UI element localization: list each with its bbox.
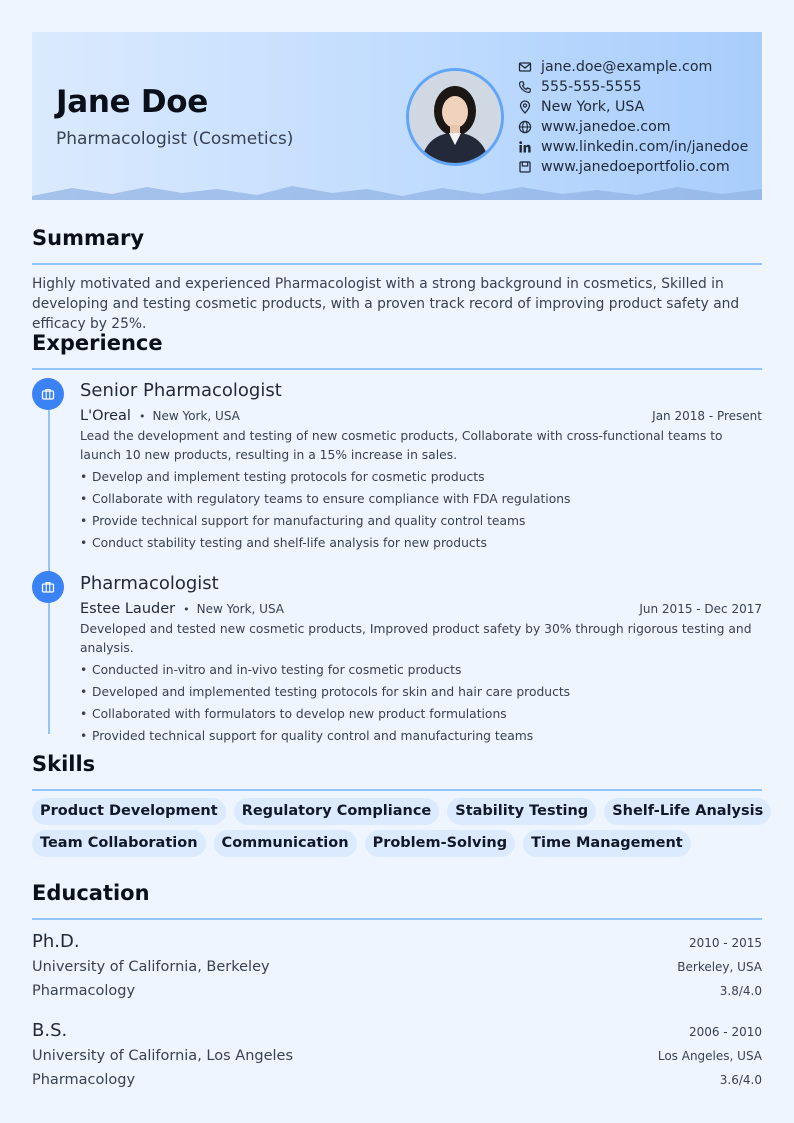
- contact-portfolio[interactable]: [518, 157, 748, 177]
- contact-list: [518, 57, 748, 177]
- job-bullets: [80, 659, 762, 747]
- summary-divider: [32, 263, 762, 265]
- job-entry: [80, 378, 762, 554]
- location-pin-icon: [518, 100, 532, 114]
- education-entry: [32, 929, 762, 1003]
- linkedin-icon: [518, 140, 532, 154]
- experience-divider: [32, 368, 762, 370]
- separator-dot: •: [138, 410, 146, 423]
- candidate-title: Pharmacologist (Cosmetics): [56, 129, 294, 149]
- job-dates: Jun 2015 - Dec 2017: [639, 602, 762, 616]
- mail-icon: [518, 60, 532, 74]
- education-dates: 2010 - 2015: [688, 936, 762, 950]
- degree: B.S.: [32, 1020, 68, 1041]
- job-title: Senior Pharmacologist: [80, 380, 282, 401]
- job-bullets: [80, 466, 762, 554]
- globe-icon: [518, 120, 532, 134]
- contact-website[interactable]: [518, 117, 748, 137]
- education-divider: [32, 918, 762, 920]
- summary-text: Highly motivated and experienced Pharmacologist with a strong background in cosmetics, Skilled in developing and testing cosmetic products, with a proven track record of improving product safety and efficacy by 25%.: [32, 276, 740, 332]
- skill-tag: Communication: [214, 830, 357, 857]
- job-bullet: • Conduct stability testing and shelf-life analysis for new products: [80, 532, 762, 554]
- skill-tag: Product Development: [32, 798, 226, 825]
- job-bullet: • Collaborate with regulatory teams to ensure compliance with FDA regulations: [80, 488, 762, 510]
- job-location: New York, USA: [152, 409, 240, 423]
- job-2-briefcase-badge: [32, 571, 64, 603]
- education-heading: Education: [32, 881, 150, 905]
- job-title: Pharmacologist: [80, 573, 219, 594]
- field-of-study: Pharmacology: [32, 1072, 136, 1088]
- experience-timeline: [48, 384, 50, 734]
- skills-divider: [32, 789, 762, 791]
- job-bullet: • Conducted in-vitro and in-vivo testing for cosmetic products: [80, 659, 762, 681]
- candidate-name: Jane Doe: [56, 84, 208, 120]
- phone-icon: [518, 80, 532, 94]
- job-description: Developed and tested new cosmetic products, Improved product safety by 30% through rigorous testing and analysis.: [80, 622, 752, 655]
- decorative-mountains: [32, 184, 762, 200]
- field-of-study: Pharmacology: [32, 983, 136, 999]
- job-1-briefcase-badge: [32, 378, 64, 410]
- education-dates: 2006 - 2010: [688, 1025, 762, 1039]
- job-bullet: • Developed and implemented testing protocols for skin and hair care products: [80, 681, 762, 703]
- school-location: Los Angeles, USA: [657, 1049, 762, 1063]
- skill-tag: Time Management: [523, 830, 691, 857]
- profile-photo: [406, 68, 504, 166]
- experience-heading: Experience: [32, 331, 163, 355]
- gpa: 3.8/4.0: [719, 984, 762, 998]
- location-text: New York, USA: [541, 99, 645, 115]
- skill-tag: Problem-Solving: [365, 830, 516, 857]
- email-text: jane.doe@example.com: [541, 59, 713, 75]
- job-bullet: • Provided technical support for quality control and manufacturing teams: [80, 725, 762, 747]
- skills-row: [32, 798, 762, 830]
- education-entry: [32, 1018, 762, 1092]
- skills-heading: Skills: [32, 752, 96, 776]
- skill-tag: Regulatory Compliance: [234, 798, 440, 825]
- skill-tag: Team Collaboration: [32, 830, 206, 857]
- separator-dot: •: [183, 603, 190, 616]
- job-description: Lead the development and testing of new cosmetic products, Collaborate with cross-functional teams to launch 10 new products, resulting in a 15% increase in sales.: [80, 429, 723, 462]
- job-location: New York, USA: [196, 602, 285, 616]
- contact-linkedin[interactable]: [518, 137, 748, 157]
- job-meta: [80, 597, 762, 619]
- briefcase-icon: [41, 580, 55, 594]
- contact-location: [518, 97, 748, 117]
- skill-tag: Stability Testing: [447, 798, 596, 825]
- job-bullet: • Provide technical support for manufacturing and quality control teams: [80, 510, 762, 532]
- job-bullet: • Develop and implement testing protocols for cosmetic products: [80, 466, 762, 488]
- school-name: University of California, Berkeley: [32, 959, 270, 975]
- portfolio-text: www.janedoeportfolio.com: [541, 159, 730, 175]
- job-meta: [80, 404, 762, 426]
- job-entry: [80, 571, 762, 747]
- skills-row: [32, 830, 762, 862]
- summary-heading: Summary: [32, 226, 145, 250]
- portfolio-icon: [518, 160, 532, 174]
- job-dates: Jan 2018 - Present: [652, 409, 762, 423]
- briefcase-icon: [41, 387, 55, 401]
- skills-list: [32, 798, 762, 862]
- company-name: Estee Lauder: [80, 601, 176, 617]
- contact-phone[interactable]: [518, 77, 748, 97]
- degree: Ph.D.: [32, 931, 80, 952]
- school-name: University of California, Los Angeles: [32, 1048, 294, 1064]
- phone-text: 555-555-5555: [541, 79, 642, 95]
- contact-email[interactable]: [518, 57, 748, 77]
- portrait-image: [409, 71, 501, 163]
- job-bullet: • Collaborated with formulators to develop new product formulations: [80, 703, 762, 725]
- company-name: L'Oreal: [80, 408, 131, 424]
- gpa: 3.6/4.0: [719, 1073, 762, 1087]
- website-text: www.janedoe.com: [541, 119, 671, 135]
- resume-header: [32, 32, 762, 200]
- linkedin-text: www.linkedin.com/in/janedoe: [541, 139, 749, 155]
- school-location: Berkeley, USA: [677, 960, 762, 974]
- skill-tag: Shelf-Life Analysis: [604, 798, 771, 825]
